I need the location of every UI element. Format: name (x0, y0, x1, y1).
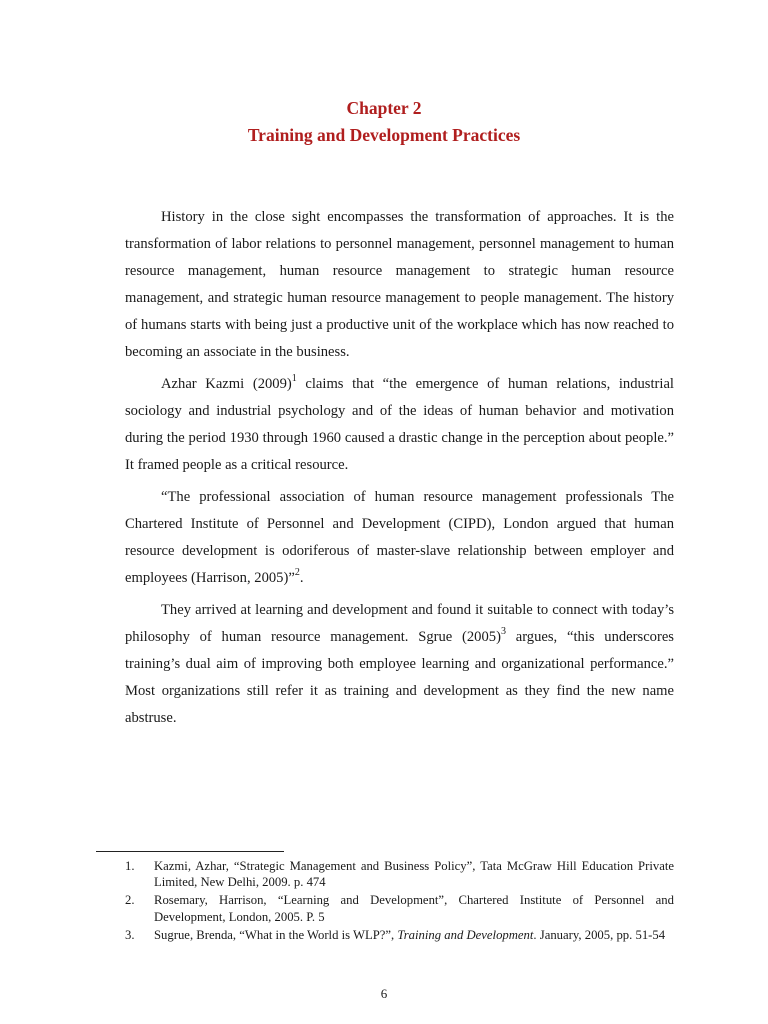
paragraph-2 (125, 371, 674, 479)
chapter-number: Chapter 2 (346, 98, 422, 118)
footnote-divider (96, 851, 284, 852)
footnote-number: 1. (125, 859, 135, 873)
paragraph-3-text-start: “The professional association of human resource management professionals The Chartered Institute of Personnel and Development (CIPD), London argued that human resource development is odoriferous of master-slave relationship between employer and employees (Harrison, 2005)” (125, 488, 674, 587)
footnote-ref-1: 1 (291, 373, 297, 385)
footnote-text-end: . January, 2005, pp. 51-54 (533, 927, 666, 942)
page-number: 6 (380, 986, 388, 1001)
paragraph-2-text-start: Azhar Kazmi (2009) (161, 376, 292, 393)
footnote-ref-2: 2 (294, 567, 300, 579)
chapter-heading (0, 95, 768, 149)
paragraph-3 (125, 484, 674, 592)
footnote-ref-3: 3 (500, 626, 506, 638)
footnote-1 (125, 858, 674, 890)
footnotes (125, 858, 674, 945)
footnote-text-start: Sugrue, Brenda, “What in the World is WLP?”, (154, 927, 398, 942)
paragraph-4-text-end: argues, “this underscores training’s dual aim of improving both employee learning and organizational performance.” Most organizations still refer it as training and development as they find the new name abstruse. (125, 628, 674, 727)
paragraph-1 (125, 204, 674, 367)
footnote-number: 2. (125, 893, 135, 908)
paragraph-4 (125, 597, 674, 732)
footnote-text: Rosemary, Harrison, “Learning and Development”, Chartered Institute of Personnel and Development, London, 2005. P. 5 (154, 893, 674, 924)
paragraph-3-text-end: . (299, 570, 304, 587)
paragraph-1-text: History in the close sight encompasses the transformation of approaches. It is the transformation of labor relations to personnel management, personnel management to human resource management, human resource management to strategic human resource management, and strategic human resource management to people management. The history of humans starts with being just a productive unit of the workplace which has now reached to becoming an associate in the business. (125, 209, 674, 361)
paragraph-4-text-start: They arrived at learning and development and found it suitable to connect with today’s philosophy of human resource management. Sgrue (2005) (125, 601, 674, 645)
footnote-3 (125, 927, 674, 943)
footnote-2 (125, 892, 674, 924)
footnote-number: 3. (125, 927, 135, 942)
chapter-title: Training and Development Practices (247, 125, 521, 145)
body-text (125, 204, 674, 737)
footnote-journal-title: Training and Development (397, 927, 534, 942)
footnote-text: Kazmi, Azhar, “Strategic Management and Business Policy”, Tata McGraw Hill Education Private Limited, New Delhi, 2009. p. 474 (154, 859, 674, 890)
paragraph-2-text-end: claims that “the emergence of human relations, industrial sociology and industrial psychology and of the ideas of human behavior and motivation during the period 1930 through 1960 caused a drastic change in the perception about people.” It framed people as a critical resource. (125, 376, 674, 474)
